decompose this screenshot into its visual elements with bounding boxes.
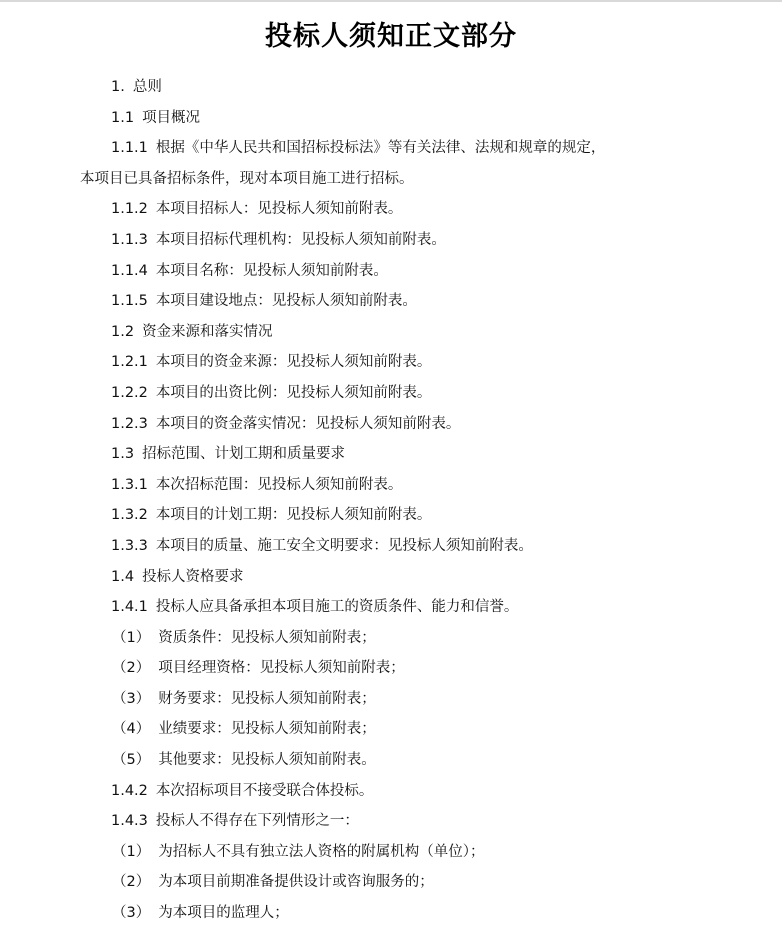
clause-number: 1.2.2 [111, 384, 148, 401]
clause-text: 项目经理资格：见投标人须知前附表； [158, 660, 405, 677]
document-line [0, 592, 782, 623]
clause-number: （1） [112, 629, 151, 646]
clause-text: 为本项目前期准备提供设计或咨询服务的； [158, 874, 434, 891]
document-line [0, 317, 782, 348]
clause-number: （3） [112, 690, 151, 707]
clause-text: 招标范围、计划工期和质量要求 [142, 446, 346, 463]
clause-number: （4） [112, 721, 151, 738]
clause-text: 投标人资格要求 [142, 568, 244, 585]
clause-text: 本项目的计划工期：见投标人须知前附表。 [155, 507, 432, 524]
document-line [0, 867, 782, 898]
document-line [0, 439, 782, 470]
document-line [0, 164, 782, 195]
clause-number: 1.1.1 [111, 140, 148, 157]
clause-text: 本项目的资金来源：见投标人须知前附表。 [155, 354, 432, 371]
clause-text: 财务要求：见投标人须知前附表； [158, 690, 376, 707]
clause-number: 1.4.1 [111, 599, 148, 616]
document-line [0, 898, 782, 929]
document-line [0, 562, 782, 593]
document-line [0, 72, 782, 103]
clause-text: 本项目的质量、施工安全文明要求：见投标人须知前附表。 [155, 537, 533, 554]
clause-text: 本项目已具备招标条件，现对本项目施工进行招标。 [80, 170, 414, 187]
clause-number: （5） [112, 752, 151, 769]
clause-text: 本项目的资金落实情况：见投标人须知前附表。 [155, 415, 461, 432]
clause-text: 本项目的出资比例：见投标人须知前附表。 [155, 384, 432, 401]
clause-number: （1） [112, 843, 151, 860]
clause-text: 投标人不得存在下列情形之一： [155, 813, 359, 830]
document-body [0, 72, 782, 929]
document-line [0, 256, 782, 287]
clause-text: 本次招标范围：见投标人须知前附表。 [155, 476, 403, 493]
clause-text: 总则 [132, 79, 162, 95]
document-line [0, 103, 782, 134]
clause-text: 为招标人不具有独立法人资格的附属机构（单位）； [158, 843, 485, 860]
document-line [0, 714, 782, 745]
clause-number: 1.3.3 [111, 537, 148, 554]
clause-number: 1.3.1 [111, 476, 148, 493]
clause-number: 1. [111, 79, 125, 95]
document-line [0, 623, 782, 654]
clause-text: 其他要求：见投标人须知前附表。 [158, 752, 376, 769]
document-line [0, 133, 782, 164]
clause-text: 本项目名称：见投标人须知前附表。 [155, 262, 388, 279]
clause-number: 1.4.3 [111, 813, 148, 830]
clause-number: 1.4.2 [111, 782, 148, 799]
document-line [0, 806, 782, 837]
clause-text: 本项目招标代理机构：见投标人须知前附表。 [155, 231, 446, 248]
clause-number: 1.2.3 [111, 415, 148, 432]
clause-text: 资金来源和落实情况 [142, 323, 273, 340]
document-title: 投标人须知正文部分 [265, 21, 517, 52]
clause-number: 1.1 [111, 109, 135, 126]
clause-number: 1.1.4 [111, 262, 148, 279]
clause-number: （2） [112, 874, 151, 891]
clause-number: 1.3.2 [111, 507, 148, 524]
clause-number: 1.1.3 [111, 231, 148, 248]
clause-text: 资质条件：见投标人须知前附表； [158, 629, 376, 646]
clause-text: 本项目建设地点：见投标人须知前附表。 [155, 293, 417, 310]
clause-text: 本次招标项目不接受联合体投标。 [155, 782, 374, 799]
page-top-border [0, 0, 782, 2]
document-line [0, 409, 782, 440]
clause-number: 1.3 [111, 446, 135, 463]
clause-number: 1.1.5 [111, 293, 148, 310]
document-line [0, 286, 782, 317]
clause-number: （2） [112, 660, 151, 677]
clause-number: 1.4 [111, 568, 135, 585]
clause-text: 业绩要求：见投标人须知前附表； [158, 721, 376, 738]
clause-number: （3） [112, 905, 151, 922]
document-line [0, 837, 782, 868]
clause-number: 1.1.2 [111, 201, 148, 218]
clause-text: 本项目招标人：见投标人须知前附表。 [155, 201, 403, 218]
document-line [0, 653, 782, 684]
clause-number: 1.2.1 [111, 354, 148, 371]
clause-text: 根据《中华人民共和国招标投标法》等有关法律、法规和规章的规定， [155, 140, 606, 157]
clause-text: 项目概况 [142, 109, 201, 126]
document-line [0, 225, 782, 256]
document-line [0, 776, 782, 807]
document-line [0, 378, 782, 409]
document-line [0, 347, 782, 378]
document-line [0, 684, 782, 715]
document-line [0, 194, 782, 225]
document-line [0, 745, 782, 776]
clause-text: 投标人应具备承担本项目施工的资质条件、能力和信誉。 [155, 599, 519, 616]
document-line [0, 531, 782, 562]
document-line [0, 470, 782, 501]
document-line [0, 500, 782, 531]
clause-text: 为本项目的监理人； [158, 905, 289, 922]
clause-number: 1.2 [111, 323, 135, 340]
